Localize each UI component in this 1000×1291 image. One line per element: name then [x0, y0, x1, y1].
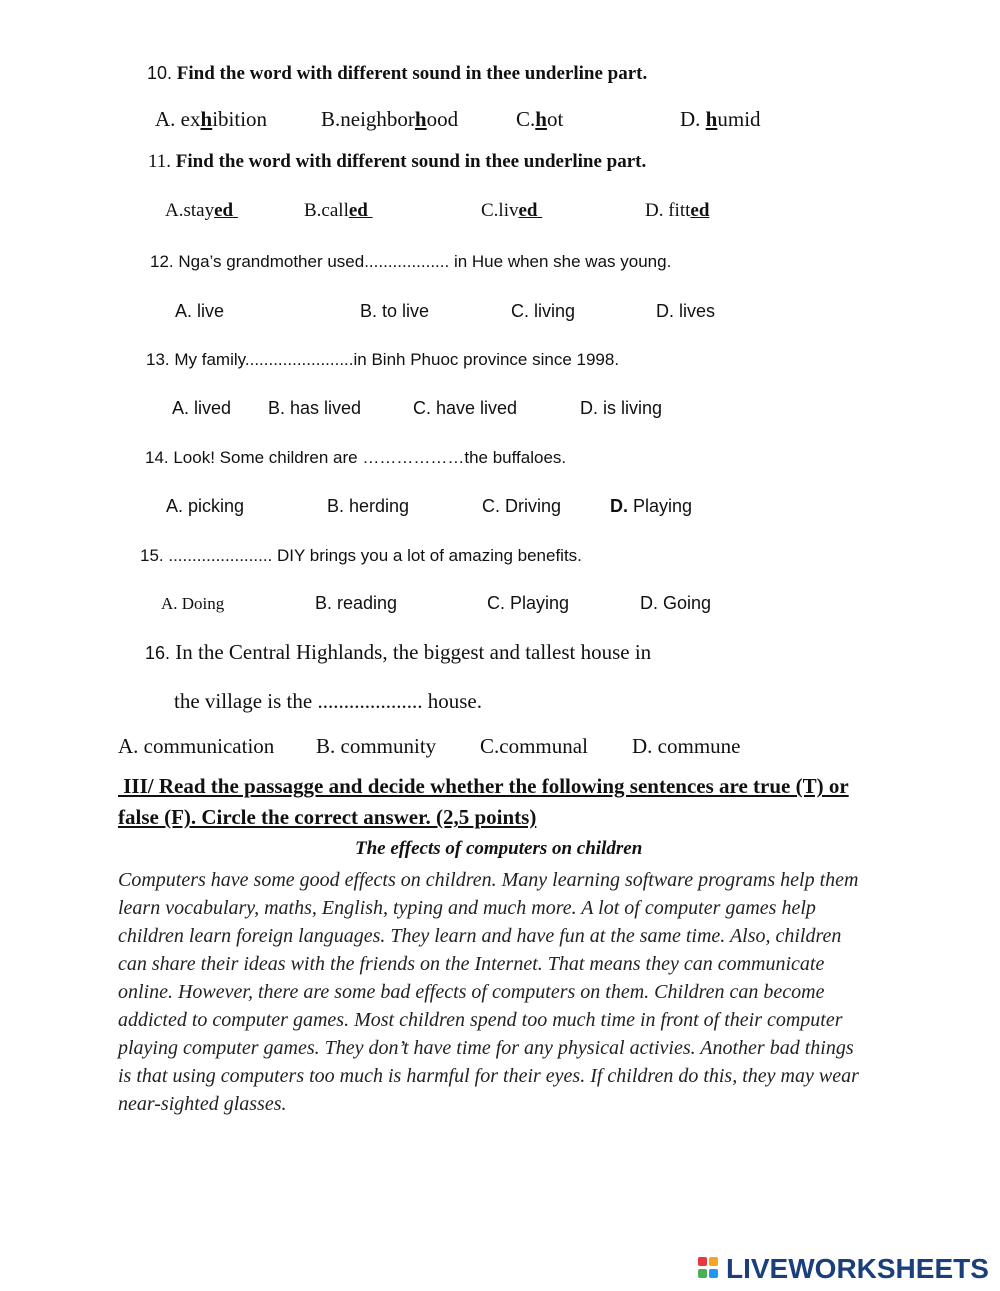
q12-option-c[interactable]: C. living	[511, 301, 576, 321]
q16-option-a[interactable]: A. communication	[118, 734, 275, 758]
q16-option-b[interactable]: B. community	[316, 734, 437, 758]
passage-line: is that using computers too much is harmful for their eyes. If children do this, they may wear	[118, 1065, 859, 1087]
q14-option-b[interactable]: B. herding	[327, 496, 410, 516]
q15-option-c[interactable]: C. Playing	[487, 593, 570, 613]
q13-option-d[interactable]: D. is living	[580, 398, 663, 418]
liveworksheets-logo-icon	[698, 1255, 722, 1283]
q10-option-a[interactable]: A. exhibition	[155, 107, 268, 131]
q14-option-d[interactable]: D. Playing	[610, 496, 693, 516]
liveworksheets-logo[interactable]	[698, 1253, 989, 1285]
passage-line: playing computer games. They don’t have time for any physical activies. Another bad things	[118, 1037, 854, 1059]
q13-option-b[interactable]: B. has lived	[268, 398, 362, 418]
q11-heading	[148, 151, 646, 173]
passage-line: can share their ideas with the friends on the Internet. That means they can communicate	[118, 953, 825, 975]
passage-body	[118, 866, 918, 1118]
q14-option-c[interactable]: C. Driving	[482, 496, 562, 516]
q10-option-c[interactable]: C.hot	[516, 107, 564, 131]
q10-option-d[interactable]: D. humid	[680, 107, 761, 131]
q12-text: 12. Nga’s grandmother used.................. in Hue when she was young.	[150, 252, 672, 271]
q11-option-d[interactable]: D. fitted	[645, 200, 710, 221]
q16-option-d[interactable]: D. commune	[632, 734, 741, 758]
q12-option-b[interactable]: B. to live	[360, 301, 430, 321]
q15-option-d[interactable]: D. Going	[640, 593, 712, 613]
q13-option-c[interactable]: C. have lived	[413, 398, 518, 418]
q10-number: 10.	[147, 63, 173, 83]
q11-option-a[interactable]: A.stayed	[165, 200, 238, 221]
q15-text: 15. ...................... DIY brings you a lot of amazing benefits.	[140, 546, 582, 565]
q15-option-a[interactable]: A. Doing	[161, 594, 225, 613]
q10-option-b[interactable]: B.neighborhood	[321, 107, 459, 131]
q14-text: 14. Look! Some children are ………………the buffaloes.	[145, 448, 567, 467]
q12-option-a[interactable]: A. live	[175, 301, 225, 321]
passage-line: online. However, there are some bad effects of computers on them. Children can become	[118, 981, 825, 1003]
q10-text: Find the word with different sound in thee underline part.	[176, 63, 648, 84]
section3-heading-line2: false (F). Circle the correct answer. (2,5 points)	[118, 805, 537, 829]
passage-line: children learn foreign languages. They learn and have fun at the same time. Also, children	[118, 925, 842, 947]
q11-option-c[interactable]: C.lived	[481, 200, 543, 221]
liveworksheets-logo-text: LIVEWORKSHEETS	[726, 1253, 989, 1284]
q12-option-d[interactable]: D. lives	[656, 301, 716, 321]
q13-text: 13. My family.......................in Binh Phuoc province since 1998.	[146, 350, 620, 369]
q13-option-a[interactable]: A. lived	[172, 398, 232, 418]
section3-heading-line1: III/ Read the passagge and decide whether the following sentences are true (T) or	[118, 774, 849, 798]
q16-line1: 16. In the Central Highlands, the biggest and tallest house in	[145, 640, 652, 664]
q16-line2: the village is the .................... house.	[174, 689, 482, 713]
passage-line: near-sighted glasses.	[118, 1093, 287, 1115]
q11-number: 11.	[148, 151, 172, 172]
passage-title: The effects of computers on children	[355, 838, 643, 859]
q10-heading	[147, 63, 647, 85]
q15-option-b[interactable]: B. reading	[315, 593, 398, 613]
q11-option-b[interactable]: B.called	[304, 200, 373, 221]
passage-line: learn vocabulary, maths, English, typing and much more. A lot of computer games help	[118, 897, 816, 919]
passage-line: addicted to computer games. Most children spend too much time in front of their computer	[118, 1009, 843, 1031]
q11-text: Find the word with different sound in thee underline part.	[175, 151, 647, 172]
passage-line: Computers have some good effects on children. Many learning software programs help them	[118, 869, 859, 891]
q16-option-c[interactable]: C.communal	[480, 734, 588, 758]
q14-option-a[interactable]: A. picking	[166, 496, 245, 516]
